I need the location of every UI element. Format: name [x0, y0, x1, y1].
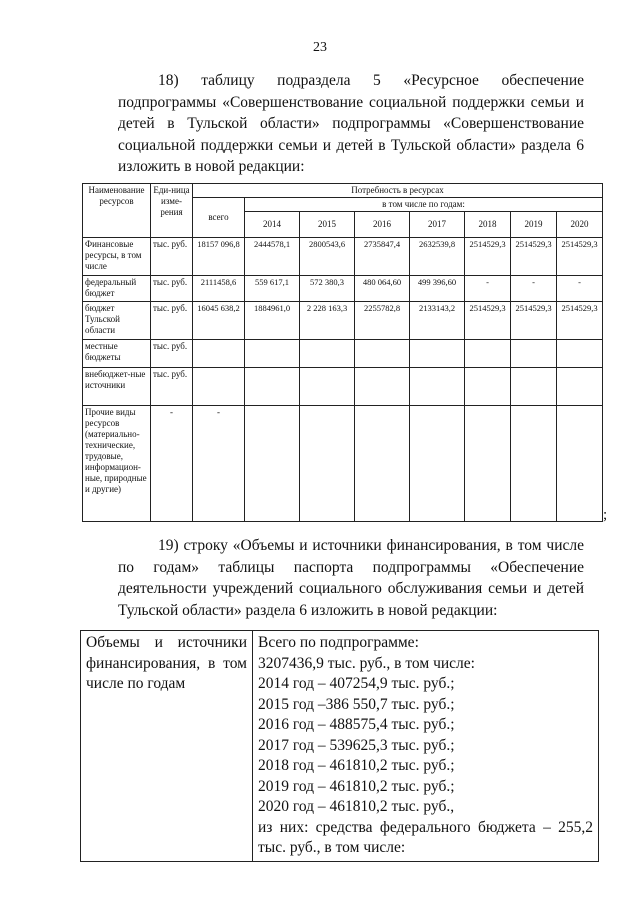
row-total — [193, 368, 245, 406]
table-row — [83, 302, 603, 340]
table-row — [83, 276, 603, 302]
row-unit: тыс. руб. — [151, 368, 193, 406]
row-unit: тыс. руб. — [151, 302, 193, 340]
row-value — [355, 406, 410, 522]
header-year: 2017 — [410, 212, 465, 238]
row-value — [300, 406, 355, 522]
row-value — [511, 340, 557, 368]
row-name: бюджет Тульской области — [83, 302, 151, 340]
row-value — [557, 340, 603, 368]
row-value — [511, 368, 557, 406]
row-value — [410, 340, 465, 368]
row-unit: тыс. руб. — [151, 340, 193, 368]
row-total — [193, 340, 245, 368]
row-value: 2444578,1 — [245, 238, 300, 276]
row-total: - — [193, 406, 245, 522]
row-value — [245, 368, 300, 406]
row-value: 2514529,3 — [557, 302, 603, 340]
paragraph-19-text: 19) строку «Объемы и источники финансирования, в том числе по годам» таблицы паспорта подпрограммы «Обеспечение деятельности учреждений социального обслуживания семьи и детей Тульской области» раздела 6 изложить в новой редакции: — [118, 537, 584, 619]
resource-table — [82, 183, 603, 522]
row-value: 2 228 163,3 — [300, 302, 355, 340]
table-row — [83, 406, 603, 522]
row-value — [245, 340, 300, 368]
row-unit: - — [151, 406, 193, 522]
row-value: 480 064,60 — [355, 276, 410, 302]
passport-content — [253, 631, 599, 862]
row-value: 2800543,6 — [300, 238, 355, 276]
row-value: 559 617,1 — [245, 276, 300, 302]
row-value: 572 380,3 — [300, 276, 355, 302]
row-value — [557, 406, 603, 522]
table-row — [83, 368, 603, 406]
funding-line: 3207436,9 тыс. руб., в том числе: — [258, 654, 475, 672]
header-unit: Еди-ница изме-рения — [151, 184, 193, 238]
row-value — [557, 368, 603, 406]
row-value: 499 396,60 — [410, 276, 465, 302]
funding-line: 2020 год – 461810,2 тыс. руб., — [258, 798, 455, 815]
row-value: 2514529,3 — [465, 302, 511, 340]
row-name: местные бюджеты — [83, 340, 151, 368]
row-value — [410, 406, 465, 522]
funding-line: 2018 год – 461810,2 тыс. руб.; — [258, 757, 455, 774]
row-unit: тыс. руб. — [151, 276, 193, 302]
row-value — [465, 368, 511, 406]
row-value — [511, 406, 557, 522]
row-value — [465, 340, 511, 368]
funding-line: 2019 год – 461810,2 тыс. руб.; — [258, 777, 455, 795]
passport-table — [80, 630, 599, 862]
passport-label: Объемы и источники финансирования, в том числе по годам — [81, 631, 253, 862]
row-total: 2111458,6 — [193, 276, 245, 302]
header-need: Потребность в ресурсах — [193, 184, 603, 198]
funding-line: 2017 год – 539625,3 тыс. руб.; — [258, 736, 455, 754]
row-name: внебюджет-ные источники — [83, 368, 151, 406]
row-name: Финансовые ресурсы, в том числе — [83, 238, 151, 276]
page-number: 23 — [313, 40, 327, 55]
row-value — [465, 406, 511, 522]
header-year: 2020 — [557, 212, 603, 238]
header-name: Наименование ресурсов — [83, 184, 151, 238]
table-row — [83, 238, 603, 276]
row-unit: тыс. руб. — [151, 238, 193, 276]
row-value: 2514529,3 — [511, 238, 557, 276]
row-name: Прочие виды ресурсов (материально-технические, трудовые, информацион-ные, природные и другие) — [83, 406, 151, 522]
header-year: 2015 — [300, 212, 355, 238]
row-total: 16045 638,2 — [193, 302, 245, 340]
row-total: 18157 096,8 — [193, 238, 245, 276]
row-value: 2133143,2 — [410, 302, 465, 340]
paragraph-18-text: 18) таблицу подраздела 5 «Ресурсное обеспечение подпрограммы «Совершенствование социальной поддержки семьи и детей в Тульской области» подпрограммы «Совершенствование социальной поддержки семьи и детей в Тульской области» раздела 6 изложить в новой редакции: — [118, 72, 584, 175]
row-value: - — [511, 276, 557, 302]
funding-line: 2015 год –386 550,7 тыс. руб.; — [258, 695, 455, 713]
row-value — [300, 368, 355, 406]
row-value — [355, 340, 410, 368]
row-value: 1884961,0 — [245, 302, 300, 340]
row-value: - — [557, 276, 603, 302]
funding-line: из них: средства федерального бюджета – 255,2 тыс. руб., в том числе: — [258, 818, 593, 856]
header-total: всего — [193, 198, 245, 238]
row-value — [410, 368, 465, 406]
header-year: 2018 — [465, 212, 511, 238]
row-value — [300, 340, 355, 368]
row-value: 2514529,3 — [465, 238, 511, 276]
header-year: 2019 — [511, 212, 557, 238]
row-value: - — [465, 276, 511, 302]
header-year: 2014 — [245, 212, 300, 238]
row-value: 2514529,3 — [557, 238, 603, 276]
row-name: федеральный бюджет — [83, 276, 151, 302]
semicolon: ; — [603, 507, 608, 523]
row-value: 2255782,8 — [355, 302, 410, 340]
row-value — [245, 406, 300, 522]
table-row — [83, 340, 603, 368]
row-value — [355, 368, 410, 406]
row-value: 2735847,4 — [355, 238, 410, 276]
paragraph-19 — [118, 535, 584, 621]
header-year: 2016 — [355, 212, 410, 238]
funding-line: 2016 год – 488575,4 тыс. руб.; — [258, 716, 455, 733]
header-by-years: в том числе по годам: — [245, 198, 603, 212]
row-value: 2514529,3 — [511, 302, 557, 340]
funding-line: 2014 год – 407254,9 тыс. руб.; — [258, 675, 455, 692]
paragraph-18 — [118, 70, 584, 178]
row-value: 2632539,8 — [410, 238, 465, 276]
funding-line: Всего по подпрограмме: — [258, 634, 419, 651]
